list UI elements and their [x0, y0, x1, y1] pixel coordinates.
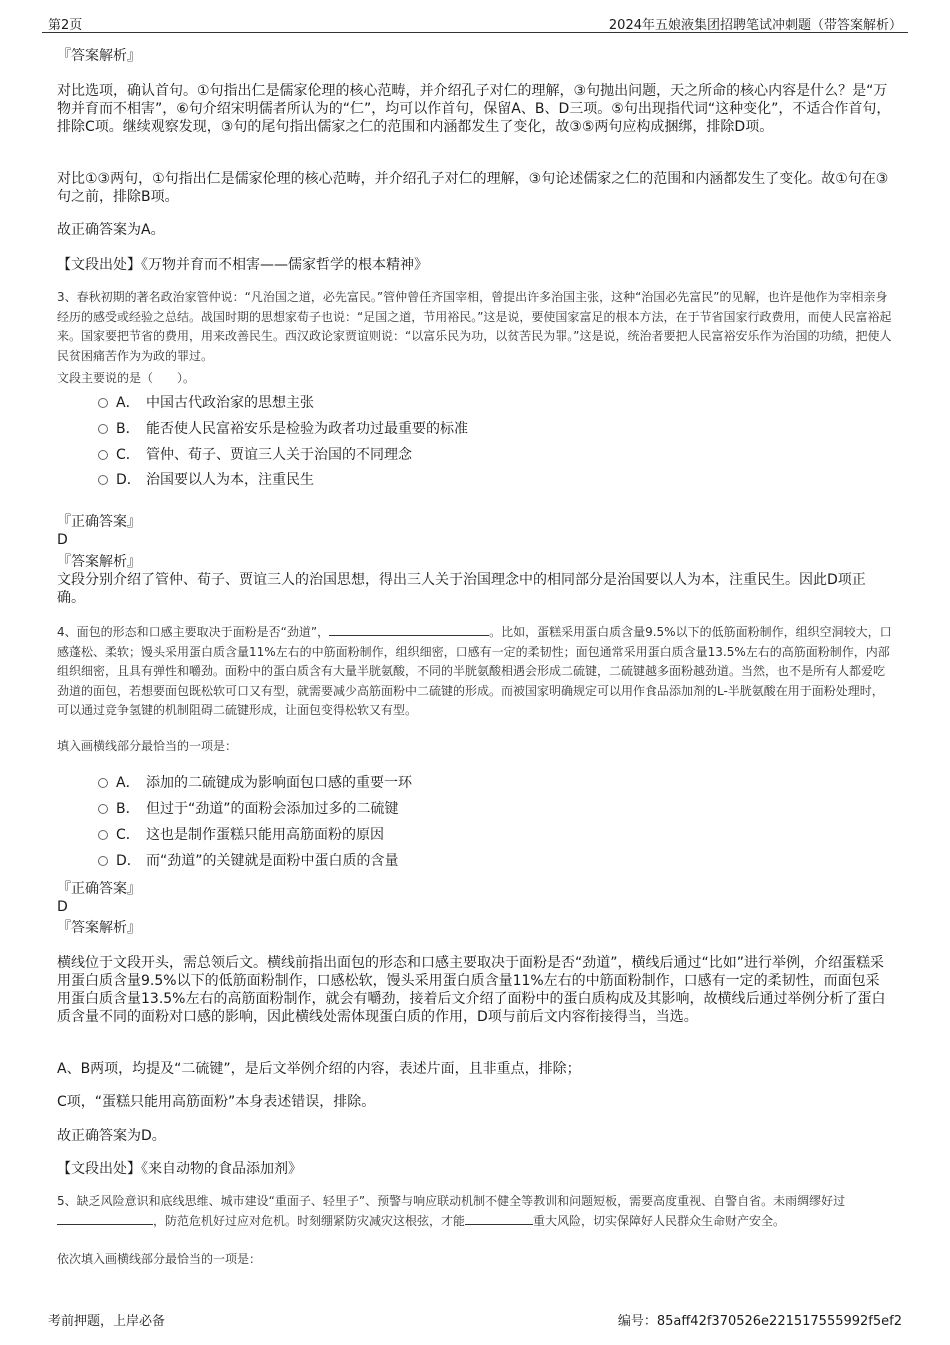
q2-analysis-paragraph-2: 对比①③两句，①句指出仁是儒家伦理的核心范畴，并介绍孔子对仁的理解，③句论述儒家之仁的范围和内涵都发生了变化。故①句在③句之前，排除B项。 [57, 171, 889, 205]
q4-analysis-paragraph-1: 横线位于文段开头，需总领后文。横线前指出面包的形态和口感主要取决于面粉是否“劲道”，横线后通过“比如”进行举例，介绍蛋糕采用蛋白质含量9.5%以下的低筋面粉制作，口感松软，馒头采用蛋白质含量11%左右的中筋面粉制作，口感有一定的柔韧性，而面包采用蛋白质含量13.5%左右的高筋面粉制作，就会有嚼劲，接着后文介绍了面粉中的蛋白质构成及其影响，故横线后通过举例分析了蛋白质含量不同的面粉对口感的影响，因此横线处需体现蛋白质的作用，D项与前后文内容衔接得当，当选。 [57, 955, 886, 1025]
q5-question: 依次填入画横线部分最恰当的一项是： [57, 1252, 262, 1266]
q4-stem: 4、面包的形态和口感主要取决于面粉是否“劲道”， 。比如，蛋糕采用蛋白质含量9.5%以下的低筋面粉制作，组织空洞较大，口感蓬松、柔软；馒头采用蛋白质含量11%左右的中筋面粉制作，组织细密，口感有一定的柔韧性；面包通常采用蛋白质含量13.5%左右的高筋面粉制作，内部组织细密，且具有弹性和嚼劲。面粉中的蛋白质含有大量半胱氨酸，不同的半胱氨酸相遇会形成二硫键，二硫键越多面粉越劲道。当然，也不是所有人都爱吃劲道的面包，若想要面包既松软可口又有型，就需要减少高筋面粉中二硫键的形成。而被国家明确规定可以用作食品添加剂的L-半胱氨酸在用于面粉处理时，可以通过竞争氢键的机制阻碍二硫键形成，让面包变得松软又有型。 [57, 625, 892, 717]
q5-fill-blank-2 [465, 1212, 533, 1225]
page-header [42, 14, 908, 33]
q4-option-d[interactable]: D． 而“劲道”的关键就是面粉中蛋白质的含量 [98, 852, 399, 870]
radio-button-icon[interactable] [98, 398, 108, 408]
radio-button-icon[interactable] [98, 856, 108, 866]
q3-question: 文段主要说的是（ ）。 [57, 371, 196, 385]
q2-conclusion: 故正确答案为A。 [57, 222, 165, 238]
q3-option-d[interactable]: D． 治国要以人为本，注重民生 [98, 471, 314, 489]
q3-answer-label: 『正确答案』 [57, 514, 141, 530]
q3-analysis-label: 『答案解析』 [57, 554, 141, 570]
q2-source: 【文段出处】《万物并育而不相害——儒家哲学的根本精神》 [57, 257, 428, 273]
q4-option-c[interactable]: C． 这也是制作蛋糕只能用高筋面粉的原因 [98, 826, 384, 844]
q3-analysis: 文段分别介绍了管仲、荀子、贾谊三人的治国思想，得出三人关于治国理念中的相同部分是治国要以人为本，注重民生。因此D项正确。 [57, 572, 866, 606]
q4-analysis-label: 『答案解析』 [57, 920, 141, 936]
q4-answer: D [57, 899, 68, 915]
q4-question: 填入画横线部分最恰当的一项是： [57, 739, 238, 753]
footer-slogan: 考前押题，上岸必备 [48, 1314, 166, 1329]
q4-analysis-paragraph-2: A、B两项，均提及“二硫键”，是后文举例介绍的内容，表述片面，且非重点，排除； [57, 1061, 581, 1077]
radio-button-icon[interactable] [98, 424, 108, 434]
radio-button-icon[interactable] [98, 450, 108, 460]
q2-analysis-label: 『答案解析』 [57, 48, 141, 64]
document-title: 2024年五娘液集团招聘笔试冲刺题（带答案解析） [608, 18, 902, 33]
radio-button-icon[interactable] [98, 804, 108, 814]
q4-analysis-paragraph-3: C项，“蛋糕只能用高筋面粉”本身表述错误，排除。 [57, 1094, 376, 1110]
radio-button-icon[interactable] [98, 830, 108, 840]
q3-option-a[interactable]: A． 中国古代政治家的思想主张 [98, 394, 314, 412]
q4-answer-label: 『正确答案』 [57, 881, 141, 897]
q4-conclusion: 故正确答案为D。 [57, 1128, 166, 1144]
q3-option-b[interactable]: B． 能否使人民富裕安乐是检验为政者功过最重要的标准 [98, 420, 468, 438]
document-code: 编号：85aff42f370526e221517555992f5ef2 [617, 1314, 902, 1329]
q2-analysis-paragraph-1: 对比选项，确认首句。①句指出仁是儒家伦理的核心范畴，并介绍孔子对仁的理解，③句抛出问题，天之所命的核心内容是什么？是“万物并育而不相害”，⑥句介绍宋明儒者所认为的“仁”，均可以作首句，保留A、B、D三项。⑤句出现指代词“这种变化”，不适合作首句，排除C项。继续观察发现，③句的尾句指出儒家之仁的范围和内涵都发生了变化，故③⑤两句应构成捆绑，排除D项。 [57, 83, 891, 135]
q3-stem: 3、春秋初期的著名政治家管仲说：“凡治国之道，必先富民。”管仲曾任齐国宰相，曾提出许多治国主张，这种“治国必先富民”的见解，也许是他作为宰相亲身经历的感受或经验之总结。战国时期的思想家荀子也说：“足国之道，节用裕民。”这是说，要使国家富足的根本方法，在于节省国家行政费用，而使人民富裕起来。国家要把节省的费用，用来改善民生。西汉政论家贾谊则说：“以富乐民为功，以贫苦民为罪。”这是说，统治者要把人民富裕安乐作为治国的功绩，把使人民贫困痛苦作为为政的罪过。 [57, 290, 892, 363]
q4-source: 【文段出处】《来自动物的食品添加剂》 [57, 1161, 302, 1177]
radio-button-icon[interactable] [98, 778, 108, 788]
q4-fill-blank [329, 623, 489, 636]
q4-option-b[interactable]: B． 但过于“劲道”的面粉会添加过多的二硫键 [98, 800, 399, 818]
q4-option-a[interactable]: A． 添加的二硫键成为影响面包口感的重要一环 [98, 774, 412, 792]
q3-answer: D [57, 532, 68, 548]
q5-fill-blank-1 [57, 1212, 153, 1225]
radio-button-icon[interactable] [98, 475, 108, 485]
q5-stem: 5、缺乏风险意识和底线思维、城市建设“重面子、轻里子”、预警与响应联动机制不健全等教训和问题短板，需要高度重视、自警自省。未雨绸缪好过，防范危机好过应对危机。时刻绷紧防灾减灾这根弦，才能 重大风险，切实保障好人民群众生命财产安全。 [57, 1194, 846, 1228]
page-number: 第2页 [48, 18, 83, 33]
q3-option-c[interactable]: C． 管仲、荀子、贾谊三人关于治国的不同理念 [98, 446, 412, 464]
